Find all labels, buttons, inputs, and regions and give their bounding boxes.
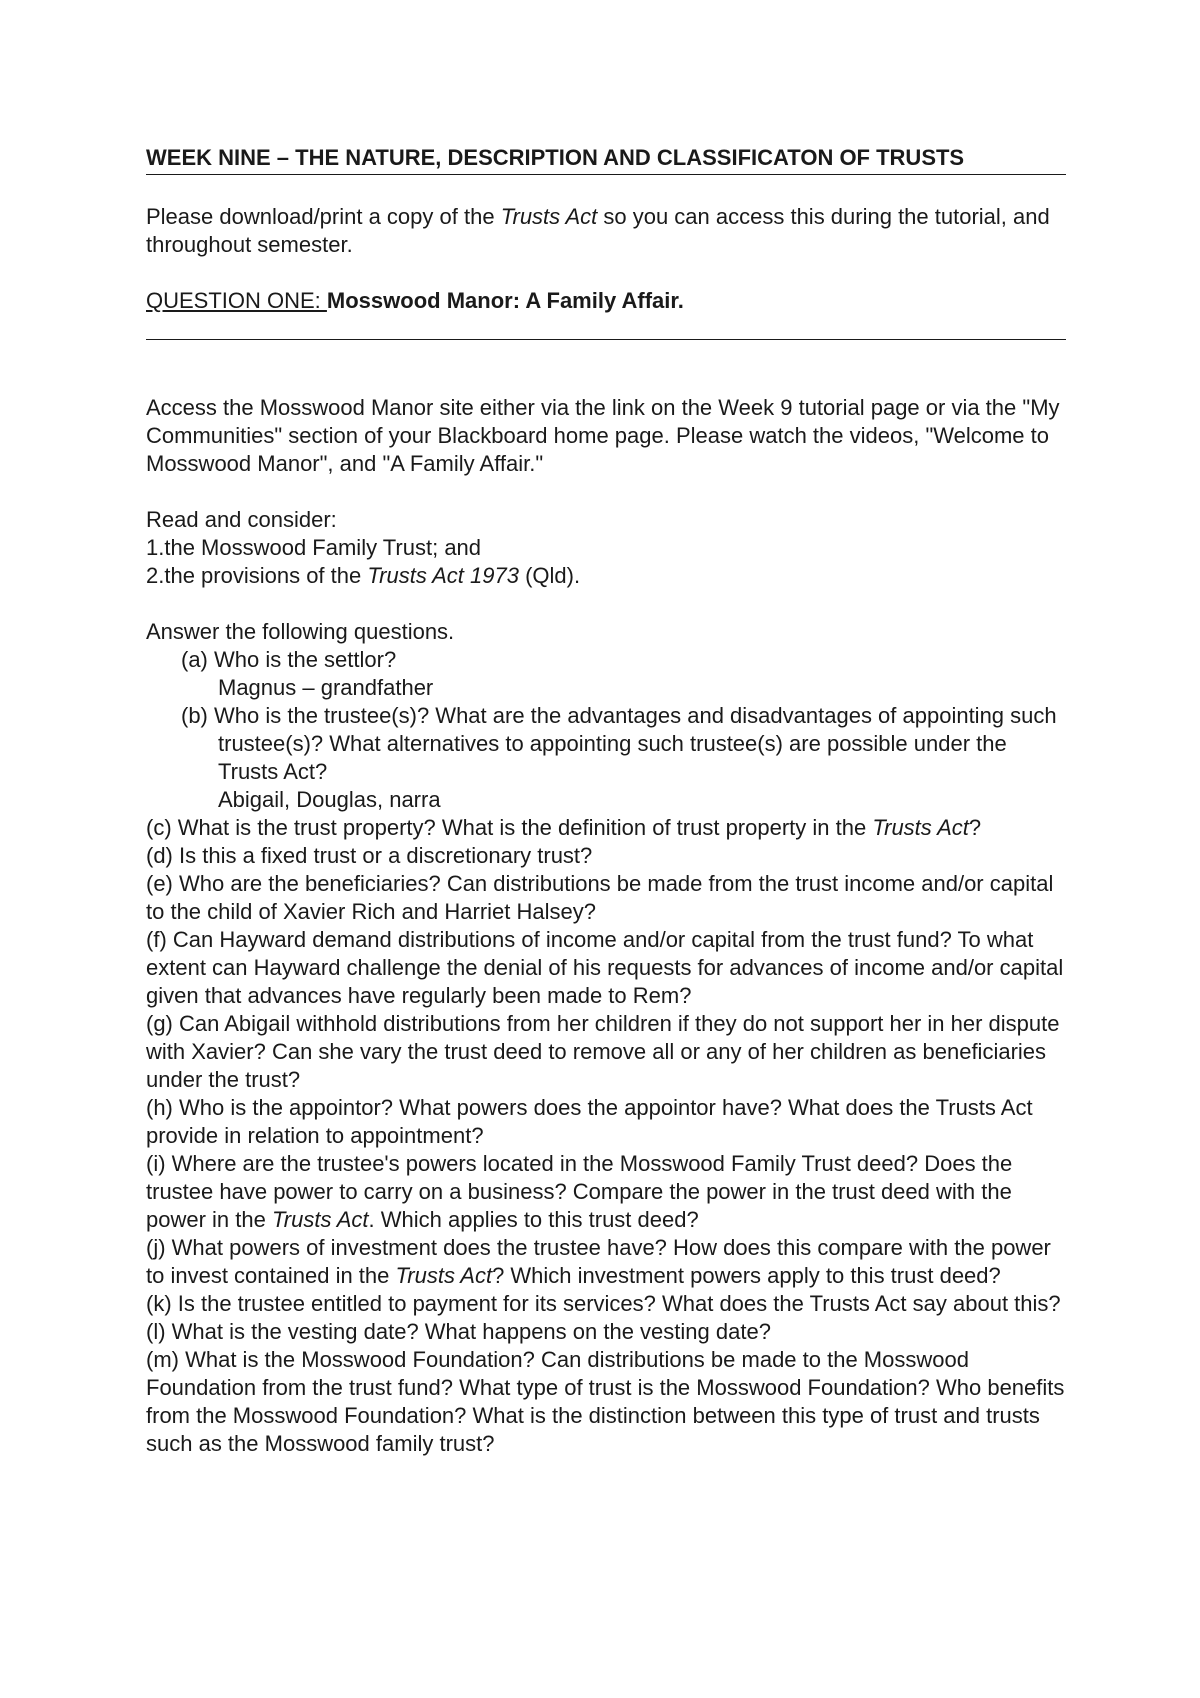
question-i [146,1150,1066,1234]
question-i-after: . Which applies to this trust deed? [368,1207,699,1232]
question-g: (g) Can Abigail withhold distributions from her children if they do not support her in her dispute with Xavier? Can she vary the trust deed to remove all or any of her children as beneficiaries under the trust? [146,1011,1060,1092]
question-j-italic: Trusts Act [395,1263,493,1288]
question-d: (d) Is this a fixed trust or a discretionary trust? [146,843,593,868]
read-item-2 [146,562,1066,590]
question-a-answer: Magnus – grandfather [218,675,434,700]
access-paragraph: Access the Mosswood Manor site either via the link on the Week 9 tutorial page or via the "My Communities" section of your Blackboard home page. Please watch the videos, "Welcome to Mosswood Manor", and "A Family Affair." [146,395,1060,476]
question-c-italic: Trusts Act [872,815,969,840]
answer-heading: Answer the following questions. [146,619,455,644]
question-k: (k) Is the trustee entitled to payment for its services? What does the Trusts Act say about this? [146,1291,1061,1316]
question-c-before: (c) What is the trust property? What is the definition of trust property in the [146,815,873,840]
read-item-2-after: (Qld). [518,563,581,588]
question-j [146,1234,1066,1290]
question-b: (b) Who is the trustee(s)? What are the advantages and disadvantages of appointing such trustee(s)? What alternatives to appointing such trustee(s) are possible under the Trusts Act? [181,703,1057,784]
intro-text-after: so you can access this during the tutorial, and throughout semester. [146,204,1050,257]
question-c [146,814,1066,842]
horizontal-rule [146,339,1066,340]
question-label: QUESTION ONE: [146,288,327,313]
question-m: (m) What is the Mosswood Foundation? Can distributions be made to the Mosswood Foundation from the trust fund? What type of trust is the Mosswood Foundation? Who benefits from the Mosswood Foundation? What is the distinction between this type of trust and trusts such as the Mosswood family trust? [146,1347,1065,1456]
question-a: (a) Who is the settlor? [181,647,397,672]
question-e: (e) Who are the beneficiaries? Can distributions be made from the trust income and/or capital to the child of Xavier Rich and Harriet Halsey? [146,871,1054,924]
read-item-2-before: 2.the provisions of the [146,563,368,588]
read-item-2-italic: Trusts Act 1973 [367,563,519,588]
question-c-after: ? [968,815,982,840]
intro-paragraph [146,203,1066,259]
question-j-after: ? Which investment powers apply to this trust deed? [492,1263,1001,1288]
question-title [146,287,1066,315]
question-i-italic: Trusts Act [271,1207,369,1232]
question-name: Mosswood Manor: A Family Affair. [326,288,684,313]
intro-text-italic: Trusts Act [500,204,598,229]
question-j-before: (j) What powers of investment does the trustee have? How does this compare with the power to invest contained in the [146,1235,1051,1288]
intro-text-before: Please download/print a copy of the [146,204,501,229]
question-l: (l) What is the vesting date? What happens on the vesting date? [146,1319,771,1344]
question-h: (h) Who is the appointor? What powers does the appointor have? What does the Trusts Act provide in relation to appointment? [146,1095,1033,1148]
document-body [146,144,1066,1458]
read-item-1: 1.the Mosswood Family Trust; and [146,535,482,560]
document-heading: WEEK NINE – THE NATURE, DESCRIPTION AND CLASSIFICATON OF TRUSTS [146,144,1066,175]
read-heading: Read and consider: [146,507,337,532]
question-b-answer: Abigail, Douglas, narra [218,787,441,812]
question-f: (f) Can Hayward demand distributions of income and/or capital from the trust fund? To what extent can Hayward challenge the denial of his requests for advances of income and/or capital given that advances have regularly been made to Rem? [146,927,1064,1008]
question-i-before: (i) Where are the trustee's powers located in the Mosswood Family Trust deed? Does the trustee have power to carry on a business? Compare the power in the trust deed with the power in the [146,1151,1013,1232]
